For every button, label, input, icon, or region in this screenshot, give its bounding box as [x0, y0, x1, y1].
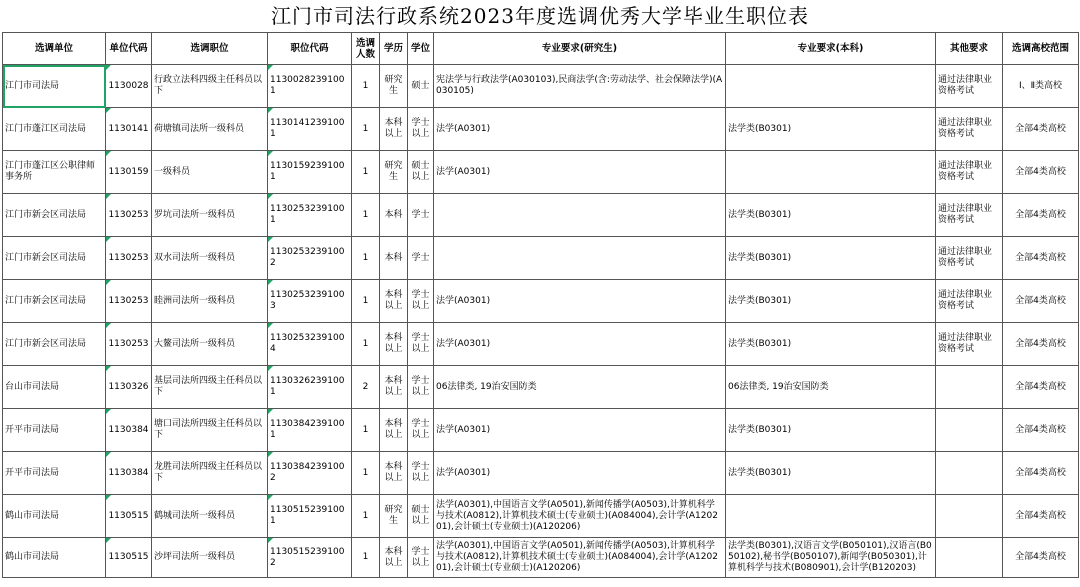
- cell-grad-req[interactable]: [434, 194, 726, 237]
- cell-unit-code[interactable]: 1130028: [106, 65, 152, 108]
- cell-position[interactable]: 沙坪司法所一级科员: [152, 538, 268, 578]
- cell-grad-req[interactable]: 法学(A0301): [434, 452, 726, 495]
- cell-unit[interactable]: 开平市司法局: [3, 452, 106, 495]
- cell-grad-req[interactable]: 法学(A0301): [434, 108, 726, 151]
- position-table: [2, 32, 1079, 578]
- table-row: [3, 366, 1079, 409]
- cell-degree[interactable]: 硕士以上: [408, 495, 434, 538]
- cell-position-code[interactable]: 11302532391004: [268, 323, 352, 366]
- cell-ug-req[interactable]: 法学类(B0301): [726, 409, 936, 452]
- cell-unit-code[interactable]: 1130141: [106, 108, 152, 151]
- cell-unit[interactable]: 江门市新会区司法局: [3, 237, 106, 280]
- cell-position[interactable]: 基层司法所四级主任科员以下: [152, 366, 268, 409]
- cell-position[interactable]: 塘口司法所四级主任科员以下: [152, 409, 268, 452]
- cell-position[interactable]: 罗坑司法所一级科员: [152, 194, 268, 237]
- cell-unit[interactable]: 江门市司法局: [3, 65, 106, 108]
- cell-other[interactable]: 通过法律职业资格考试: [936, 108, 1003, 151]
- cell-degree[interactable]: 学士以上: [408, 323, 434, 366]
- cell-unit[interactable]: 江门市新会区司法局: [3, 323, 106, 366]
- header-scope[interactable]: 选调高校范围: [1003, 33, 1079, 65]
- cell-count[interactable]: 1: [352, 495, 380, 538]
- cell-degree[interactable]: 学士以上: [408, 280, 434, 323]
- header-unit-code[interactable]: 单位代码: [106, 33, 152, 65]
- cell-scope[interactable]: 全部4类高校: [1003, 323, 1079, 366]
- cell-count[interactable]: 1: [352, 323, 380, 366]
- cell-degree[interactable]: 学士: [408, 237, 434, 280]
- cell-count[interactable]: 1: [352, 409, 380, 452]
- cell-education[interactable]: 本科以上: [380, 280, 408, 323]
- cell-grad-req[interactable]: 法学(A0301),中国语言文学(A0501),新闻传播学(A0503),计算机科学与技术(A0812),计算机技术硕士(专业硕士)(A084004),会计学(A120201),会计硕士(专业硕士)(A120206): [434, 495, 726, 538]
- cell-other[interactable]: 通过法律职业资格考试: [936, 151, 1003, 194]
- cell-unit[interactable]: 江门市新会区司法局: [3, 194, 106, 237]
- cell-degree[interactable]: 硕士以上: [408, 151, 434, 194]
- cell-ug-req[interactable]: 法学类(B0301): [726, 108, 936, 151]
- cell-other[interactable]: 通过法律职业资格考试: [936, 280, 1003, 323]
- cell-ug-req[interactable]: 06法律类, 19治安国防类: [726, 366, 936, 409]
- cell-position[interactable]: 行政立法科四级主任科员以下: [152, 65, 268, 108]
- cell-unit-code[interactable]: 1130326: [106, 366, 152, 409]
- cell-unit[interactable]: 江门市蓬江区公职律师事务所: [3, 151, 106, 194]
- cell-grad-req[interactable]: [434, 237, 726, 280]
- cell-education[interactable]: 本科以上: [380, 323, 408, 366]
- header-degree[interactable]: 学位: [408, 33, 434, 65]
- cell-unit-code[interactable]: 1130384: [106, 452, 152, 495]
- cell-ug-req[interactable]: 法学类(B0301): [726, 237, 936, 280]
- cell-position-code[interactable]: 11301592391001: [268, 151, 352, 194]
- cell-position-code[interactable]: 11303262391001: [268, 366, 352, 409]
- cell-scope[interactable]: Ⅰ、Ⅱ类高校: [1003, 65, 1079, 108]
- cell-count[interactable]: 1: [352, 151, 380, 194]
- cell-grad-req[interactable]: 法学(A0301): [434, 280, 726, 323]
- cell-degree[interactable]: 学士以上: [408, 409, 434, 452]
- table-row: [3, 151, 1079, 194]
- cell-position[interactable]: 鹤城司法所一级科员: [152, 495, 268, 538]
- cell-education[interactable]: 研究生: [380, 151, 408, 194]
- table-row: [3, 194, 1079, 237]
- cell-scope[interactable]: 全部4类高校: [1003, 108, 1079, 151]
- cell-ug-req[interactable]: 法学类(B0301): [726, 323, 936, 366]
- cell-ug-req[interactable]: [726, 65, 936, 108]
- cell-education[interactable]: 本科以上: [380, 108, 408, 151]
- table-row: [3, 280, 1079, 323]
- cell-position-code[interactable]: 11305152391001: [268, 495, 352, 538]
- cell-unit-code[interactable]: 1130159: [106, 151, 152, 194]
- cell-other[interactable]: 通过法律职业资格考试: [936, 194, 1003, 237]
- cell-other[interactable]: [936, 538, 1003, 578]
- cell-ug-req[interactable]: 法学类(B0301): [726, 194, 936, 237]
- table-row: [3, 409, 1079, 452]
- header-other[interactable]: 其他要求: [936, 33, 1003, 65]
- cell-position-code[interactable]: 11302532391003: [268, 280, 352, 323]
- cell-education[interactable]: 本科以上: [380, 538, 408, 578]
- cell-ug-req[interactable]: 法学类(B0301): [726, 452, 936, 495]
- cell-scope[interactable]: 全部4类高校: [1003, 366, 1079, 409]
- cell-count[interactable]: 1: [352, 108, 380, 151]
- cell-degree[interactable]: 学士以上: [408, 538, 434, 578]
- cell-position-code[interactable]: 11302532391002: [268, 237, 352, 280]
- cell-unit-code[interactable]: 1130253: [106, 194, 152, 237]
- cell-position-code[interactable]: 11305152391002: [268, 538, 352, 578]
- cell-scope[interactable]: 全部4类高校: [1003, 280, 1079, 323]
- cell-scope[interactable]: 全部4类高校: [1003, 452, 1079, 495]
- cell-degree[interactable]: 学士以上: [408, 452, 434, 495]
- table-row: [3, 538, 1079, 578]
- cell-grad-req[interactable]: 06法律类, 19治安国防类: [434, 366, 726, 409]
- cell-ug-req[interactable]: [726, 495, 936, 538]
- cell-position[interactable]: 大鳌司法所一级科员: [152, 323, 268, 366]
- cell-position[interactable]: 一级科员: [152, 151, 268, 194]
- cell-position-code[interactable]: 11300282391001: [268, 65, 352, 108]
- cell-unit[interactable]: 江门市新会区司法局: [3, 280, 106, 323]
- table-row: [3, 237, 1079, 280]
- cell-grad-req[interactable]: 宪法学与行政法学(A030103),民商法学(含:劳动法学、社会保障法学)(A030105): [434, 65, 726, 108]
- cell-education[interactable]: 本科: [380, 194, 408, 237]
- cell-unit[interactable]: 江门市蓬江区司法局: [3, 108, 106, 151]
- cell-position[interactable]: 龙胜司法所四级主任科员以下: [152, 452, 268, 495]
- table-row: [3, 495, 1079, 538]
- cell-degree[interactable]: 学士: [408, 194, 434, 237]
- cell-unit-code[interactable]: 1130253: [106, 237, 152, 280]
- cell-scope[interactable]: 全部4类高校: [1003, 538, 1079, 578]
- page-title: 江门市司法行政系统2023年度选调优秀大学毕业生职位表: [271, 4, 809, 28]
- cell-grad-req[interactable]: 法学(A0301): [434, 409, 726, 452]
- header-position-code[interactable]: 职位代码: [268, 33, 352, 65]
- cell-unit[interactable]: 鹤山市司法局: [3, 538, 106, 578]
- cell-position[interactable]: 荷塘镇司法所一级科员: [152, 108, 268, 151]
- cell-unit[interactable]: 台山市司法局: [3, 366, 106, 409]
- cell-unit-code[interactable]: 1130515: [106, 495, 152, 538]
- cell-degree[interactable]: 学士以上: [408, 108, 434, 151]
- table-row: [3, 65, 1079, 108]
- cell-education[interactable]: 本科: [380, 237, 408, 280]
- cell-count[interactable]: 1: [352, 538, 380, 578]
- cell-education[interactable]: 研究生: [380, 495, 408, 538]
- cell-count[interactable]: 1: [352, 280, 380, 323]
- cell-count[interactable]: 1: [352, 65, 380, 108]
- header-count[interactable]: 选调人数: [352, 33, 380, 65]
- cell-degree[interactable]: 硕士: [408, 65, 434, 108]
- cell-education[interactable]: 本科以上: [380, 366, 408, 409]
- header-position[interactable]: 选调职位: [152, 33, 268, 65]
- cell-unit[interactable]: 开平市司法局: [3, 409, 106, 452]
- table-row: [3, 323, 1079, 366]
- cell-position[interactable]: 双水司法所一级科员: [152, 237, 268, 280]
- cell-other[interactable]: [936, 409, 1003, 452]
- cell-unit-code[interactable]: 1130515: [106, 538, 152, 578]
- cell-scope[interactable]: 全部4类高校: [1003, 237, 1079, 280]
- cell-education[interactable]: 本科以上: [380, 452, 408, 495]
- cell-other[interactable]: 通过法律职业资格考试: [936, 237, 1003, 280]
- cell-position-code[interactable]: 11303842391002: [268, 452, 352, 495]
- cell-unit-code[interactable]: 1130253: [106, 323, 152, 366]
- cell-position[interactable]: 睦洲司法所一级科员: [152, 280, 268, 323]
- cell-position-code[interactable]: 11303842391001: [268, 409, 352, 452]
- cell-scope[interactable]: 全部4类高校: [1003, 151, 1079, 194]
- table-row: [3, 108, 1079, 151]
- cell-grad-req[interactable]: 法学(A0301): [434, 323, 726, 366]
- cell-education[interactable]: 本科以上: [380, 409, 408, 452]
- cell-unit-code[interactable]: 1130253: [106, 280, 152, 323]
- cell-ug-req[interactable]: 法学类(B0301): [726, 280, 936, 323]
- cell-scope[interactable]: 全部4类高校: [1003, 194, 1079, 237]
- cell-grad-req[interactable]: 法学(A0301): [434, 151, 726, 194]
- cell-degree[interactable]: 学士以上: [408, 366, 434, 409]
- cell-grad-req[interactable]: 法学(A0301),中国语言文学(A0501),新闻传播学(A0503),计算机科学与技术(A0812),计算机技术硕士(专业硕士)(A084004),会计学(A120201),会计硕士(专业硕士)(A120206): [434, 538, 726, 578]
- cell-other[interactable]: [936, 366, 1003, 409]
- cell-unit-code[interactable]: 1130384: [106, 409, 152, 452]
- cell-count[interactable]: 1: [352, 237, 380, 280]
- cell-other[interactable]: [936, 452, 1003, 495]
- header-ug-req[interactable]: 专业要求(本科): [726, 33, 936, 65]
- cell-other[interactable]: 通过法律职业资格考试: [936, 323, 1003, 366]
- cell-ug-req[interactable]: [726, 151, 936, 194]
- header-unit[interactable]: 选调单位: [3, 33, 106, 65]
- cell-count[interactable]: 1: [352, 452, 380, 495]
- header-education[interactable]: 学历: [380, 33, 408, 65]
- cell-count[interactable]: 1: [352, 194, 380, 237]
- cell-position-code[interactable]: 11301412391001: [268, 108, 352, 151]
- cell-unit[interactable]: 鹤山市司法局: [3, 495, 106, 538]
- header-grad-req[interactable]: 专业要求(研究生): [434, 33, 726, 65]
- cell-count[interactable]: 2: [352, 366, 380, 409]
- cell-position-code[interactable]: 11302532391001: [268, 194, 352, 237]
- cell-other[interactable]: 通过法律职业资格考试: [936, 65, 1003, 108]
- cell-other[interactable]: [936, 495, 1003, 538]
- cell-scope[interactable]: 全部4类高校: [1003, 495, 1079, 538]
- cell-scope[interactable]: 全部4类高校: [1003, 409, 1079, 452]
- cell-education[interactable]: 研究生: [380, 65, 408, 108]
- table-row: [3, 452, 1079, 495]
- cell-ug-req[interactable]: 法学类(B0301),汉语言文学(B050101),汉语言(B050102),秘书学(B050107),新闻学(B050301),计算机科学与技术(B080901),会计学(B120203): [726, 538, 936, 578]
- header-row: [3, 33, 1079, 65]
